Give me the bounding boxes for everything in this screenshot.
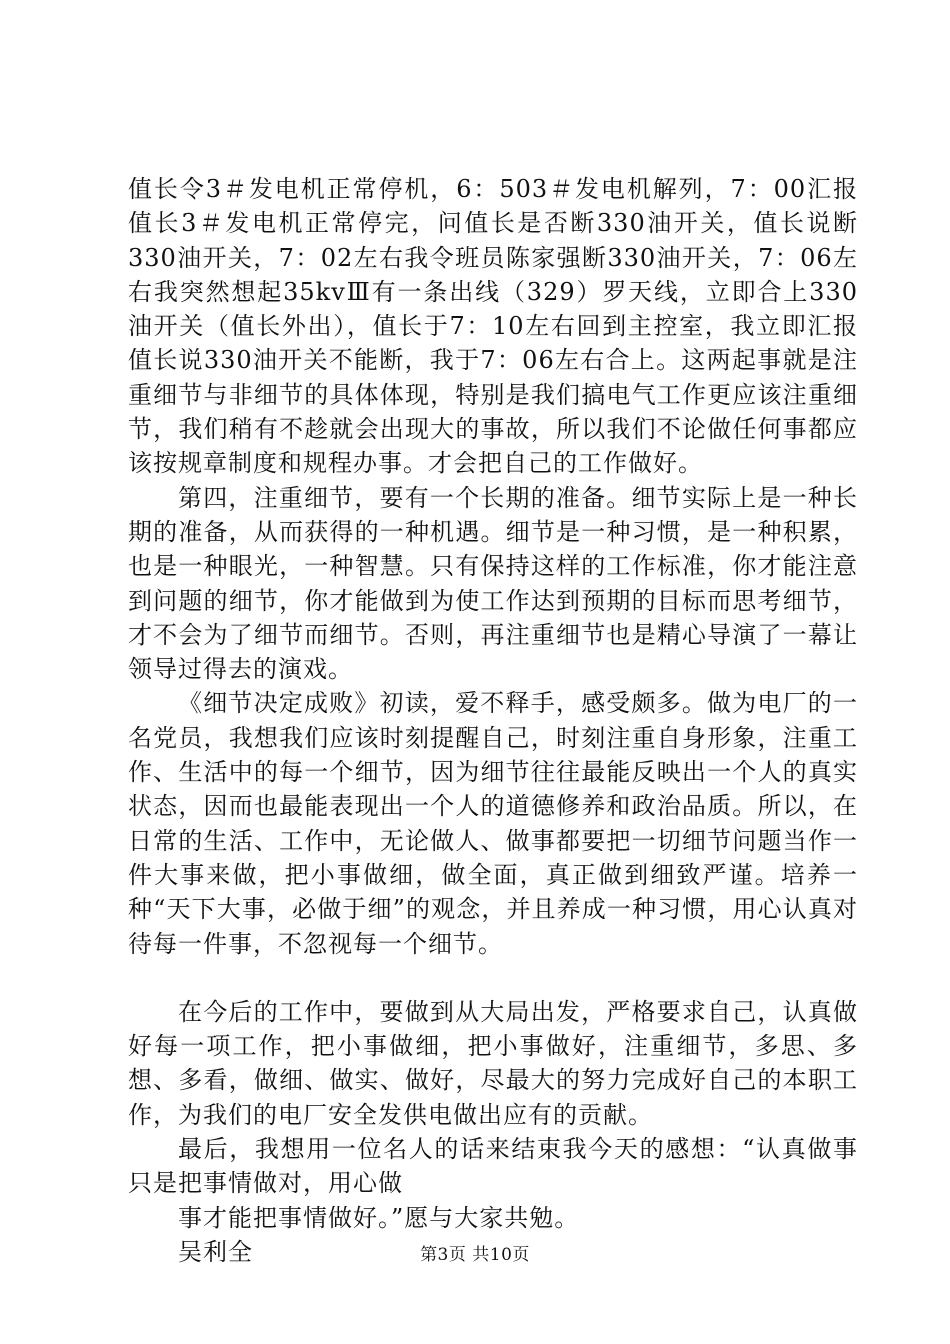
paragraph-closing-quote-continued: 事才能把事情做好。”愿与大家共勉。: [178, 1203, 580, 1232]
page-number: 第3页 共10页: [420, 1245, 530, 1265]
document-body: [128, 172, 858, 1269]
paragraph-future-work: 在今后的工作中，要做到从大局出发，严格要求自己，认真做好每一项工作，把小事做细，把小事做好，注重细节，多思、多想、多看，做细、做实、做好，尽最大的努力完成好自己的本职工作，为我们的电厂安全发供电做出应有的贡献。: [128, 997, 858, 1129]
author-signature: 吴利全: [178, 1237, 253, 1266]
paragraph-fourth-point: 第四，注重细节，要有一个长期的准备。细节实际上是一种长期的准备，从而获得的一种机遇。细节是一种习惯，是一种积累，也是一种眼光，一种智慧。只有保持这样的工作标准，你才能注意到问题的细节，你才能做到为使工作达到预期的目标而思考细节，才不会为了细节而细节。否则，再注重细节也是精心导演了一幕让领导过得去的演戏。: [128, 483, 858, 684]
paragraph-reading-reflection: 《细节决定成败》初读，爱不释手，感受颇多。做为电厂的一名党员，我想我们应该时刻提醒自己，时刻注重自身形象，注重工作、生活中的每一个细节，因为细节往往最能反映出一个人的真实状态，因而也最能表现出一个人的道德修养和政治品质。所以，在日常的生活、工作中，无论做人、做事都要把一切细节问题当作一件大事来做，把小事做细，做全面，真正做到细致严谨。培养一种“天下大事，必做于细”的观念，并且养成一种习惯，用心认真对待每一件事，不忽视每一个细节。: [128, 689, 858, 958]
page-footer: [0, 1240, 950, 1265]
paragraph-incident-report: 值长令3＃发电机正常停机，6：503＃发电机解列，7：00汇报值长3＃发电机正常停完，问值长是否断330油开关，值长说断330油开关，7：02左右我令班员陈家强断330油开关，7：06左右我突然想起35kvⅢ有一条出线（329）罗天线，立即合上330油开关（值长外出），值长于7：10左右回到主控室，我立即汇报值长说330油开关不能断，我于7：06左右合上。这两起事就是注重细节与非细节的具体体现，特别是我们搞电气工作更应该注重细节，我们稍有不趁就会出现大的事故，所以我们不论做任何事都应该按规章制度和规程办事。才会把自己的工作做好。: [128, 175, 858, 478]
paragraph-closing-quote: 最后，我想用一位名人的话来结束我今天的感想：“认真做事只是把事情做对，用心做: [128, 1135, 858, 1198]
